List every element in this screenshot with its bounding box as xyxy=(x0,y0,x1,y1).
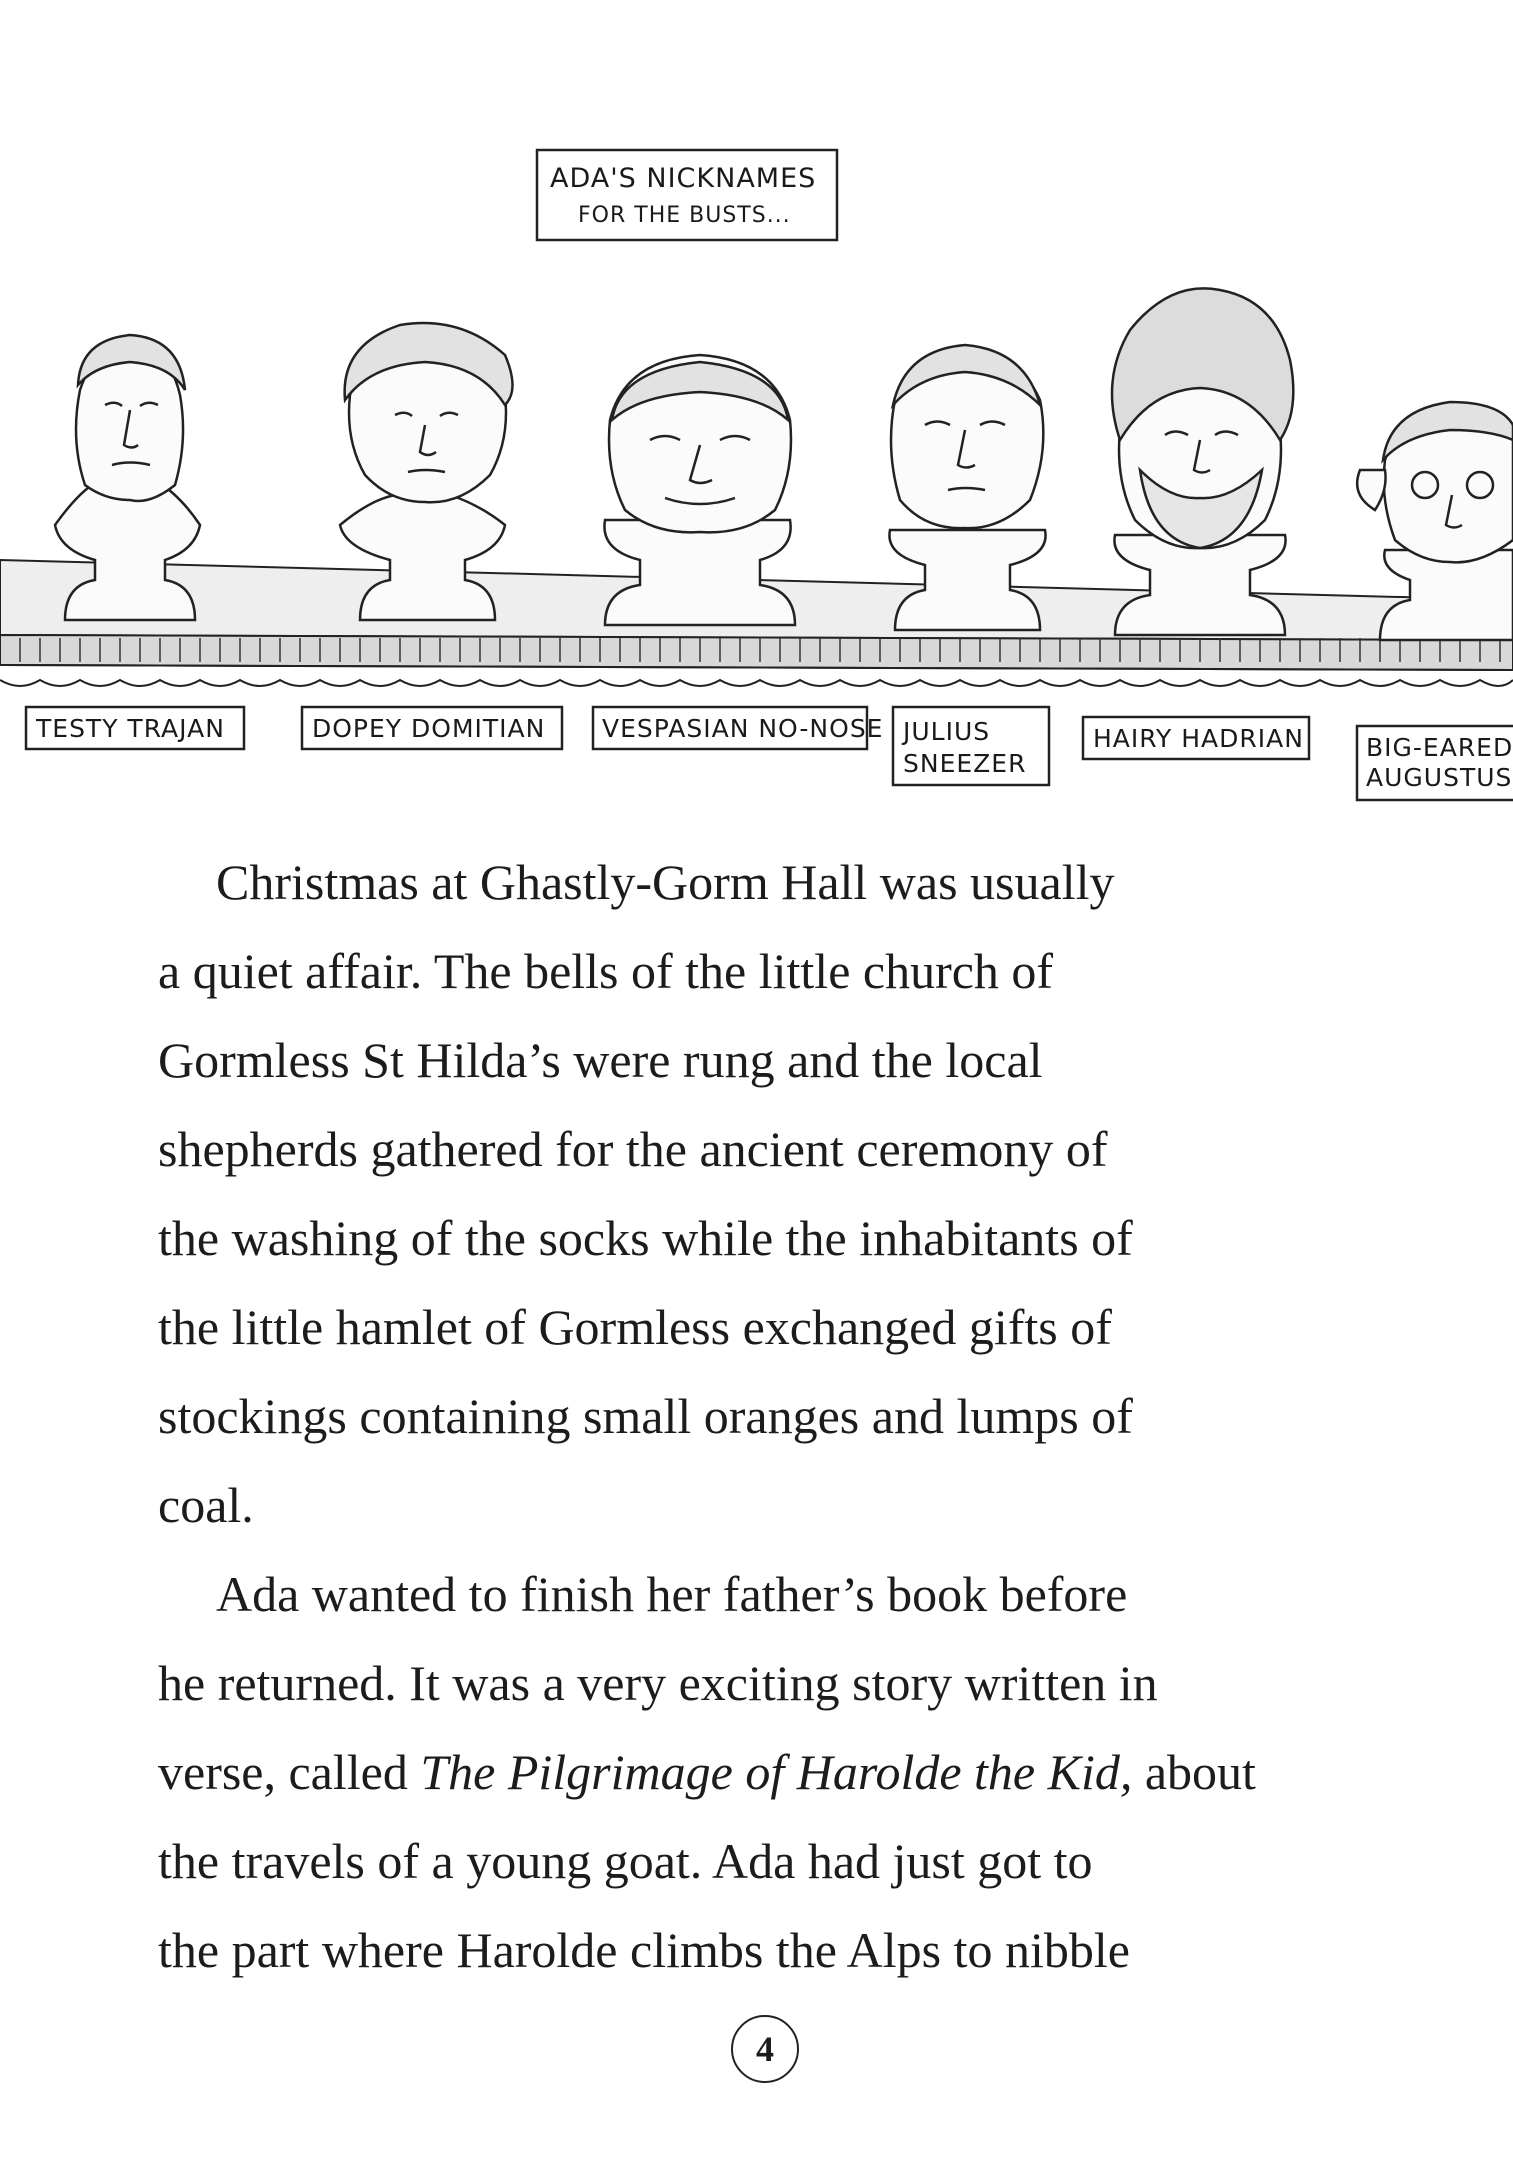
label-text-line-1: JULIUS xyxy=(903,717,991,746)
text-line xyxy=(158,1728,1358,1817)
paragraph-1 xyxy=(158,838,1358,1550)
label-hairy-hadrian xyxy=(1083,717,1309,759)
label-text: VESPASIAN NO-NOSE xyxy=(602,714,884,743)
label-testy-trajan xyxy=(26,707,244,749)
nicknames-title-box xyxy=(537,150,837,240)
text-segment: verse, called xyxy=(158,1744,421,1800)
text-line: shepherds gathered for the ancient ceremony of xyxy=(158,1121,1108,1177)
title-line-1: ADA'S NICKNAMES xyxy=(550,163,817,194)
text-line: Christmas at Ghastly-Gorm Hall was usually xyxy=(216,854,1115,910)
text-line: the washing of the socks while the inhabitants of xyxy=(158,1210,1133,1266)
label-text-line-2: SNEEZER xyxy=(903,749,1027,778)
text-segment: about xyxy=(1132,1744,1256,1800)
label-dopey-domitian xyxy=(302,707,562,749)
label-big-eared-augustus xyxy=(1357,726,1513,800)
page-number: 4 xyxy=(731,2015,799,2083)
busts-illustration xyxy=(0,140,1513,830)
label-julius-sneezer xyxy=(893,707,1049,785)
text-line: he returned. It was a very exciting story written in xyxy=(158,1655,1158,1711)
text-line: Gormless St Hilda’s were rung and the local xyxy=(158,1032,1043,1088)
bust-hadrian xyxy=(1112,288,1293,635)
book-title: The Pilgrimage of Harolde the Kid, xyxy=(420,1744,1133,1800)
title-line-2: FOR THE BUSTS... xyxy=(578,203,791,228)
label-vespasian-no-nose xyxy=(593,707,883,749)
label-text-line-2: AUGUSTUS xyxy=(1366,763,1513,792)
text-line: stockings containing small oranges and lumps of xyxy=(158,1388,1133,1444)
busts-drawing xyxy=(0,140,1513,830)
label-text: HAIRY HADRIAN xyxy=(1093,724,1304,753)
paragraph-2 xyxy=(158,1550,1358,1995)
label-text-line-1: BIG-EARED xyxy=(1366,733,1513,762)
story-text xyxy=(158,838,1358,1995)
text-line: a quiet affair. The bells of the little church of xyxy=(158,943,1054,999)
text-line: the little hamlet of Gormless exchanged gifts of xyxy=(158,1299,1112,1355)
label-text: DOPEY DOMITIAN xyxy=(312,714,546,743)
label-text: TESTY TRAJAN xyxy=(36,714,225,743)
text-line: the part where Harolde climbs the Alps to nibble xyxy=(158,1922,1130,1978)
text-line: coal. xyxy=(158,1477,254,1533)
text-line: Ada wanted to finish her father’s book before xyxy=(216,1566,1128,1622)
text-line: the travels of a young goat. Ada had just got to xyxy=(158,1833,1093,1889)
